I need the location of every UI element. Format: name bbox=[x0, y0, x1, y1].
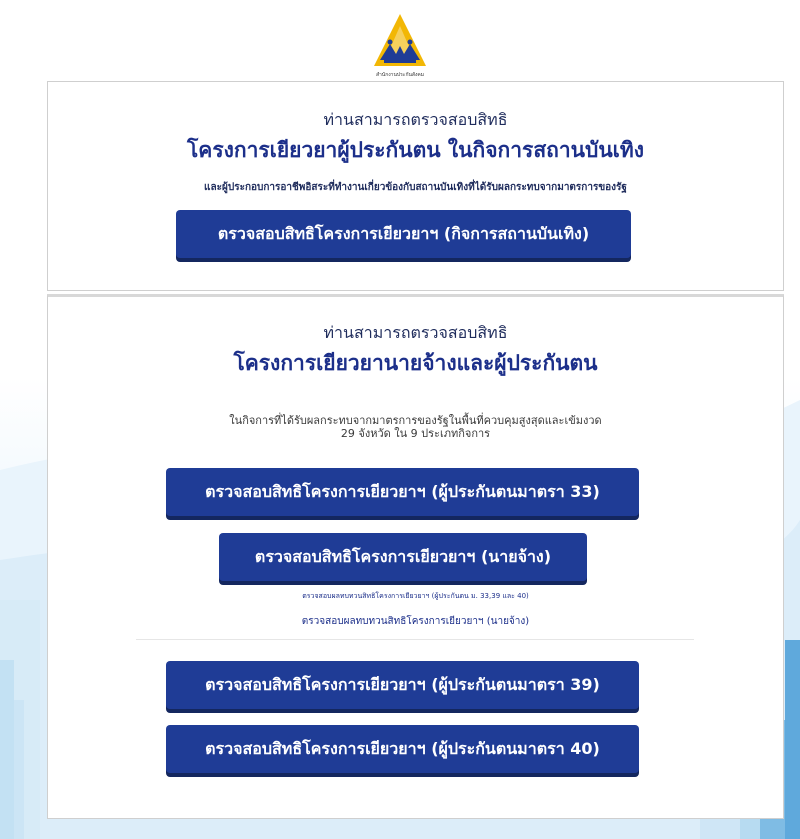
review-employer-link[interactable]: ตรวจสอบผลทบทวนสิทธิโครงการเยียวยาฯ (นายจ้าง) bbox=[301, 616, 530, 627]
check-section39-button[interactable]: ตรวจสอบสิทธิโครงการเยียวยาฯ (ผู้ประกันตนมาตรา 39) bbox=[166, 661, 639, 709]
sso-logo-icon bbox=[366, 10, 434, 70]
check-section33-button[interactable]: ตรวจสอบสิทธิโครงการเยียวยาฯ (ผู้ประกันตนมาตรา 33) bbox=[166, 468, 639, 516]
section1-note: และผู้ประกอบการอาชีพอิสระที่ทำงานเกี่ยวข้องกับสถานบันเทิงที่ได้รับผลกระทบจากมาตรการของรัฐ bbox=[204, 182, 627, 193]
check-entertainment-button[interactable]: ตรวจสอบสิทธิโครงการเยียวยาฯ (กิจการสถานบันเทิง) bbox=[176, 210, 631, 258]
employer-insured-card bbox=[47, 294, 784, 819]
section2-note-line2: 29 จังหวัด ใน 9 ประเภทกิจการ bbox=[340, 427, 491, 440]
section1-intro: ท่านสามารถตรวจสอบสิทธิ bbox=[323, 110, 508, 129]
check-employer-button[interactable]: ตรวจสอบสิทธิโครงการเยียวยาฯ (นายจ้าง) bbox=[219, 533, 587, 581]
section-divider bbox=[136, 639, 694, 640]
section2-note-line1: ในกิจการที่ได้รับผลกระทบจากมาตรการของรัฐในพื้นที่ควบคุมสูงสุดและเข้มงวด bbox=[229, 414, 602, 427]
section1-title: โครงการเยียวยาผู้ประกันตน ในกิจการสถานบันเทิง bbox=[187, 138, 644, 162]
sso-logo bbox=[366, 10, 434, 80]
check-section40-button[interactable]: ตรวจสอบสิทธิโครงการเยียวยาฯ (ผู้ประกันตนมาตรา 40) bbox=[166, 725, 639, 773]
entertainment-card bbox=[47, 81, 784, 291]
section2-intro: ท่านสามารถตรวจสอบสิทธิ bbox=[323, 323, 508, 342]
review-insured-link[interactable]: ตรวจสอบผลทบทวนสิทธิโครงการเยียวยาฯ (ผู้ประกันตน ม. 33,39 และ 40) bbox=[302, 592, 529, 600]
section2-title: โครงการเยียวยานายจ้างและผู้ประกันตน bbox=[233, 351, 598, 375]
logo-caption: สำนักงานประกันสังคม bbox=[375, 72, 425, 78]
